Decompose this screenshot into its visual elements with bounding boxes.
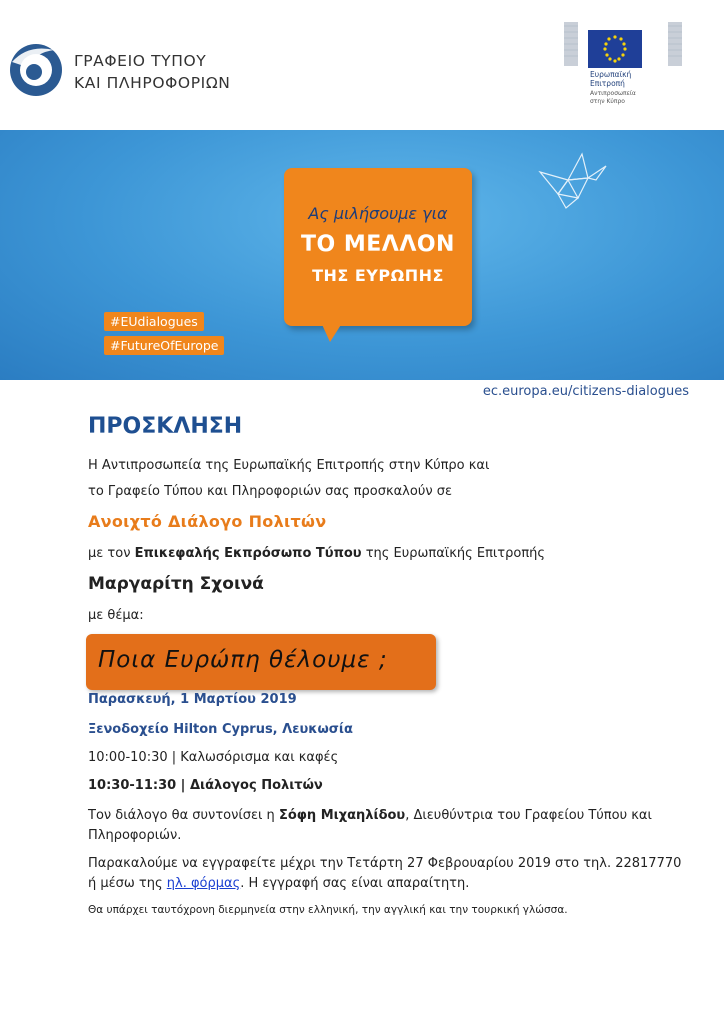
org-line-1: ΓΡΑΦΕΙΟ ΤΥΠΟΥ (74, 52, 207, 70)
speech-bubble-tail (320, 320, 344, 342)
speaker-line (88, 546, 545, 561)
moderator-suffix: , Διευθύντρια του Γραφείου Τύπου και Πληροφοριών. (88, 808, 652, 843)
topic-label: με θέμα: (88, 608, 144, 623)
ec-name-line-2: Επιτροπή (590, 79, 625, 88)
speech-bubble (284, 168, 472, 326)
ec-name (590, 70, 631, 88)
page-header (0, 0, 724, 130)
ec-name-line-1: Ευρωπαϊκή (590, 70, 632, 79)
ec-sub-line-1: Αντιπροσωπεία (590, 90, 636, 97)
registration-line (88, 854, 688, 894)
citizens-dialogues-url[interactable]: ec.europa.eu/citizens-dialogues (482, 384, 689, 399)
press-office-name (74, 50, 231, 94)
event-name: Ανοιχτό Διάλογο Πολιτών (88, 512, 327, 531)
ec-sub-line-2: στην Κύπρο (590, 97, 625, 105)
hashtag-eu-dialogues: #EUdialogues (104, 312, 204, 331)
moderator-prefix: Τον διάλογο θα συντονίσει η (88, 808, 279, 823)
registration-form-link[interactable]: ηλ. φόρμας (166, 876, 241, 891)
interpretation-note: Θα υπάρχει ταυτόχρονη διερμηνεία στην ελληνική, την αγγλική και την τουρκική γλώσσα. (88, 904, 568, 916)
future-of-europe-banner (0, 130, 724, 380)
topic-banner (86, 634, 436, 690)
bubble-line-3: ΤΗΣ ΕΥΡΩΠΗΣ (312, 266, 444, 285)
intro-line-2: το Γραφείο Τύπου και Πληροφοριών σας προσκαλούν σε (88, 484, 452, 499)
press-office-logo-icon (8, 42, 64, 98)
schedule-dialogue: 10:30-11:30 | Διάλογος Πολιτών (88, 778, 323, 793)
speaker-role: Επικεφαλής Εκπρόσωπο Τύπου (134, 546, 362, 561)
speaker-suffix: της Ευρωπαϊκής Επιτροπής (361, 546, 546, 561)
register-prefix: Παρακαλούμε να εγγραφείτε μέχρι την Τετάρτη 27 Φεβρουαρίου 2019 στο τηλ. 22817770 ή μέσω της (88, 856, 682, 891)
event-date: Παρασκευή, 1 Μαρτίου 2019 (88, 692, 297, 707)
intro-line-1: Η Αντιπροσωπεία της Ευρωπαϊκής Επιτροπής στην Κύπρο και (88, 458, 490, 473)
invitation-title: ΠΡΟΣΚΛΗΣΗ (88, 414, 243, 439)
event-venue: Ξενοδοχείο Hilton Cyprus, Λευκωσία (88, 722, 353, 737)
topic-text: Ποια Ευρώπη θέλουμε ; (98, 647, 388, 673)
moderator-name: Σόφη Μιχαηλίδου (278, 808, 406, 823)
moderator-line (88, 806, 688, 846)
speaker-prefix: με τον (88, 546, 135, 561)
speaker-name: Μαργαρίτη Σχοινά (88, 574, 264, 594)
org-line-2: ΚΑΙ ΠΛΗΡΟΦΟΡΙΩΝ (74, 74, 231, 92)
register-suffix: . Η εγγραφή σας είναι απαραίτητη. (240, 876, 470, 891)
schedule-welcome: 10:00-10:30 | Καλωσόρισμα και καφές (88, 750, 339, 765)
bubble-line-2: ΤΟ ΜΕΛΛΟΝ (301, 232, 455, 257)
ec-representation (590, 90, 636, 105)
hashtag-future-of-europe: #FutureOfEurope (104, 336, 224, 355)
bubble-line-1: Ας μιλήσουμε για (308, 204, 448, 223)
origami-dove-icon (538, 150, 608, 210)
